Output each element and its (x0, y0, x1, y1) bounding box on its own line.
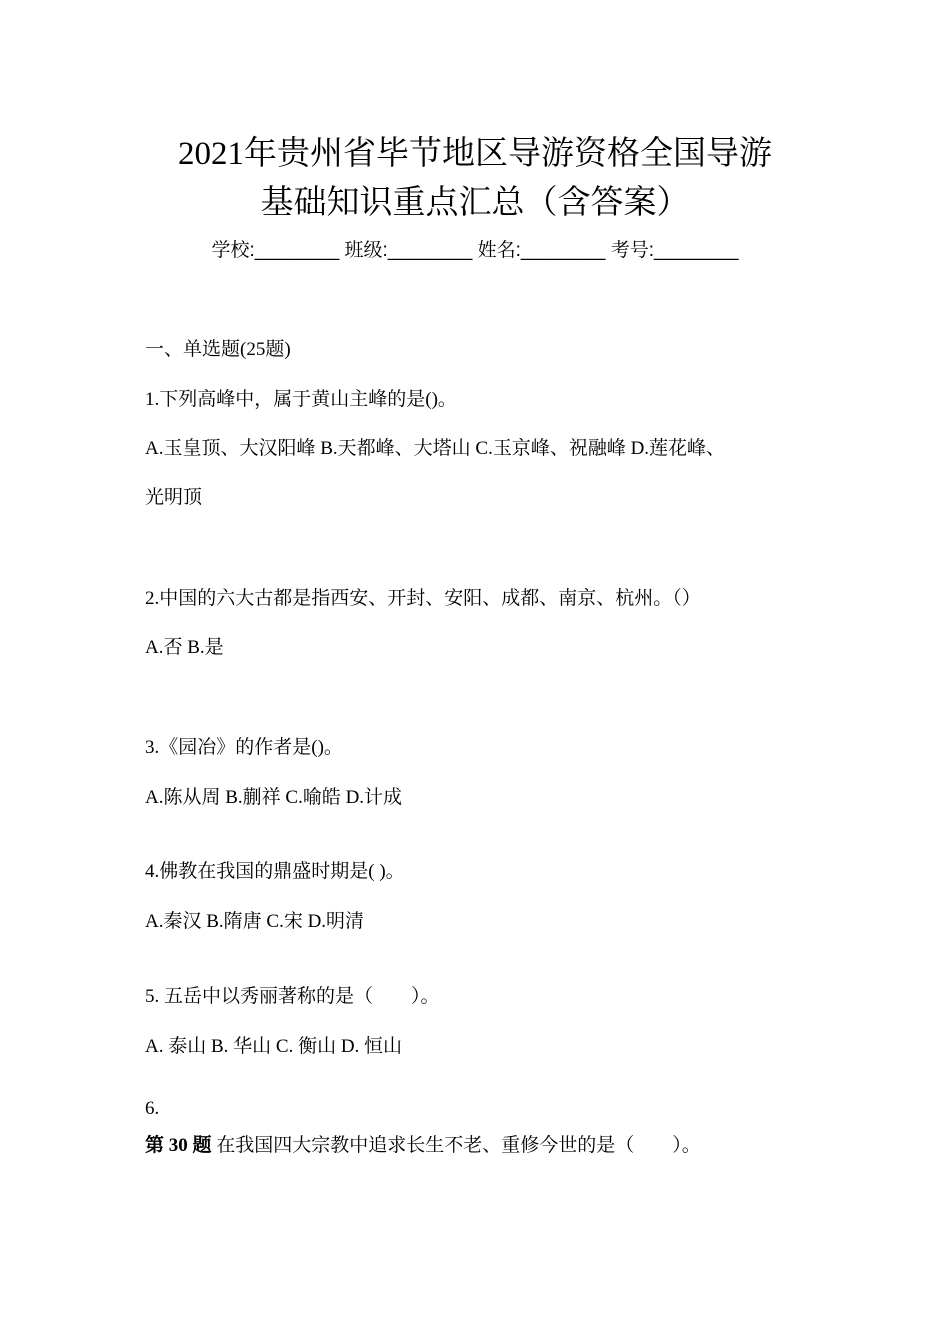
question-1-stem: 1.下列高峰中，属于黄山主峰的是()。 (145, 389, 457, 410)
question-1-options-continued: 光明顶 (145, 487, 203, 508)
question-5-options: A. 泰山 B. 华山 C. 衡山 D. 恒山 (145, 1036, 403, 1057)
section-heading: 一、单选题(25题) (145, 339, 291, 360)
question-6-stem-line (145, 1132, 701, 1160)
question-3-stem: 3.《园冶》的作者是()。 (145, 737, 343, 758)
question-6-bold-prefix: 第 30 题 (145, 1135, 212, 1156)
question-6-number: 6. (145, 1098, 160, 1119)
question-4-stem: 4.佛教在我国的鼎盛时期是( )。 (145, 861, 405, 882)
question-1-options: A.玉皇顶、大汉阳峰 B.天都峰、大塔山 C.玉京峰、祝融峰 D.莲花峰、 (145, 438, 726, 459)
student-info-line: 学校:________ 班级:________ 姓名:________ 考号:________ (211, 240, 739, 261)
document-title-line-2: 基础知识重点汇总（含答案） (260, 185, 690, 221)
question-3-options: A.陈从周 B.蒯祥 C.喻皓 D.计成 (145, 787, 403, 808)
document-title-line-1: 2021年贵州省毕节地区导游资格全国导游 (178, 136, 772, 172)
question-2-options: A.否 B.是 (145, 637, 224, 658)
question-6-stem: 在我国四大宗教中追求长生不老、重修今世的是（ ）。 (211, 1135, 701, 1156)
question-4-options: A.秦汉 B.隋唐 C.宋 D.明清 (145, 911, 365, 932)
question-2-stem: 2.中国的六大古都是指西安、开封、安阳、成都、南京、杭州。（） (145, 588, 701, 609)
question-5-stem: 5. 五岳中以秀丽著称的是（ ）。 (145, 986, 440, 1007)
